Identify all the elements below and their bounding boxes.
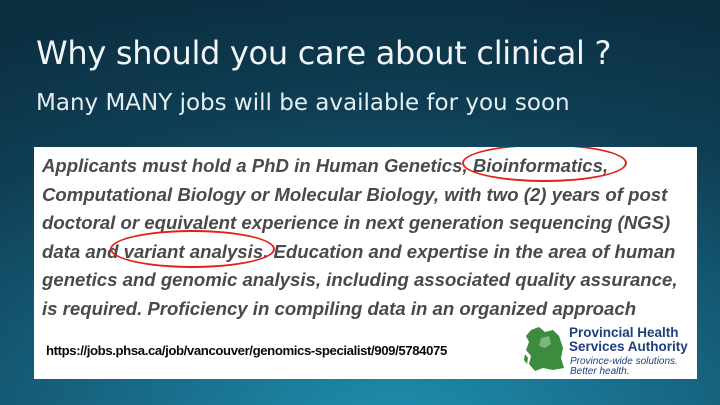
phsa-logo (519, 322, 697, 379)
slide-title: Why should you care about clinical ? (36, 34, 612, 72)
logo-name-line-2: Services Authority (569, 339, 688, 354)
job-text-line: is required. Proficiency in compiling data in an organized approach (42, 297, 637, 319)
job-text-line: Computational Biology or Molecular Biology, with two (2) years of post (42, 183, 668, 205)
bc-map-icon (523, 324, 567, 374)
highlight-oval-variant-analysis (110, 230, 275, 268)
logo-name-line-1: Provincial Health (569, 325, 679, 340)
job-posting-excerpt (34, 147, 697, 379)
logo-tagline-line-2: Better health. (570, 366, 630, 377)
logo-tagline-line-1: Province-wide solutions. (570, 356, 678, 367)
job-text-line: Applicants must hold a PhD in Human Genetics, Bioinformatics, (42, 155, 609, 176)
slide-subtitle: Many MANY jobs will be available for you soon (36, 90, 570, 116)
job-text-line: data and variant analysis. Education and expertise in the area of human (42, 240, 676, 262)
job-text-line: genetics and genomic analysis, including associated quality assurance, (42, 269, 678, 290)
job-posting-url: https://jobs.phsa.ca/job/vancouver/genomics-specialist/909/5784075 (46, 343, 447, 358)
logo-tagline (570, 357, 678, 377)
job-text-line: doctoral or equivalent experience in next generation sequencing (NGS) (42, 212, 671, 233)
logo-organization-name (569, 326, 688, 354)
